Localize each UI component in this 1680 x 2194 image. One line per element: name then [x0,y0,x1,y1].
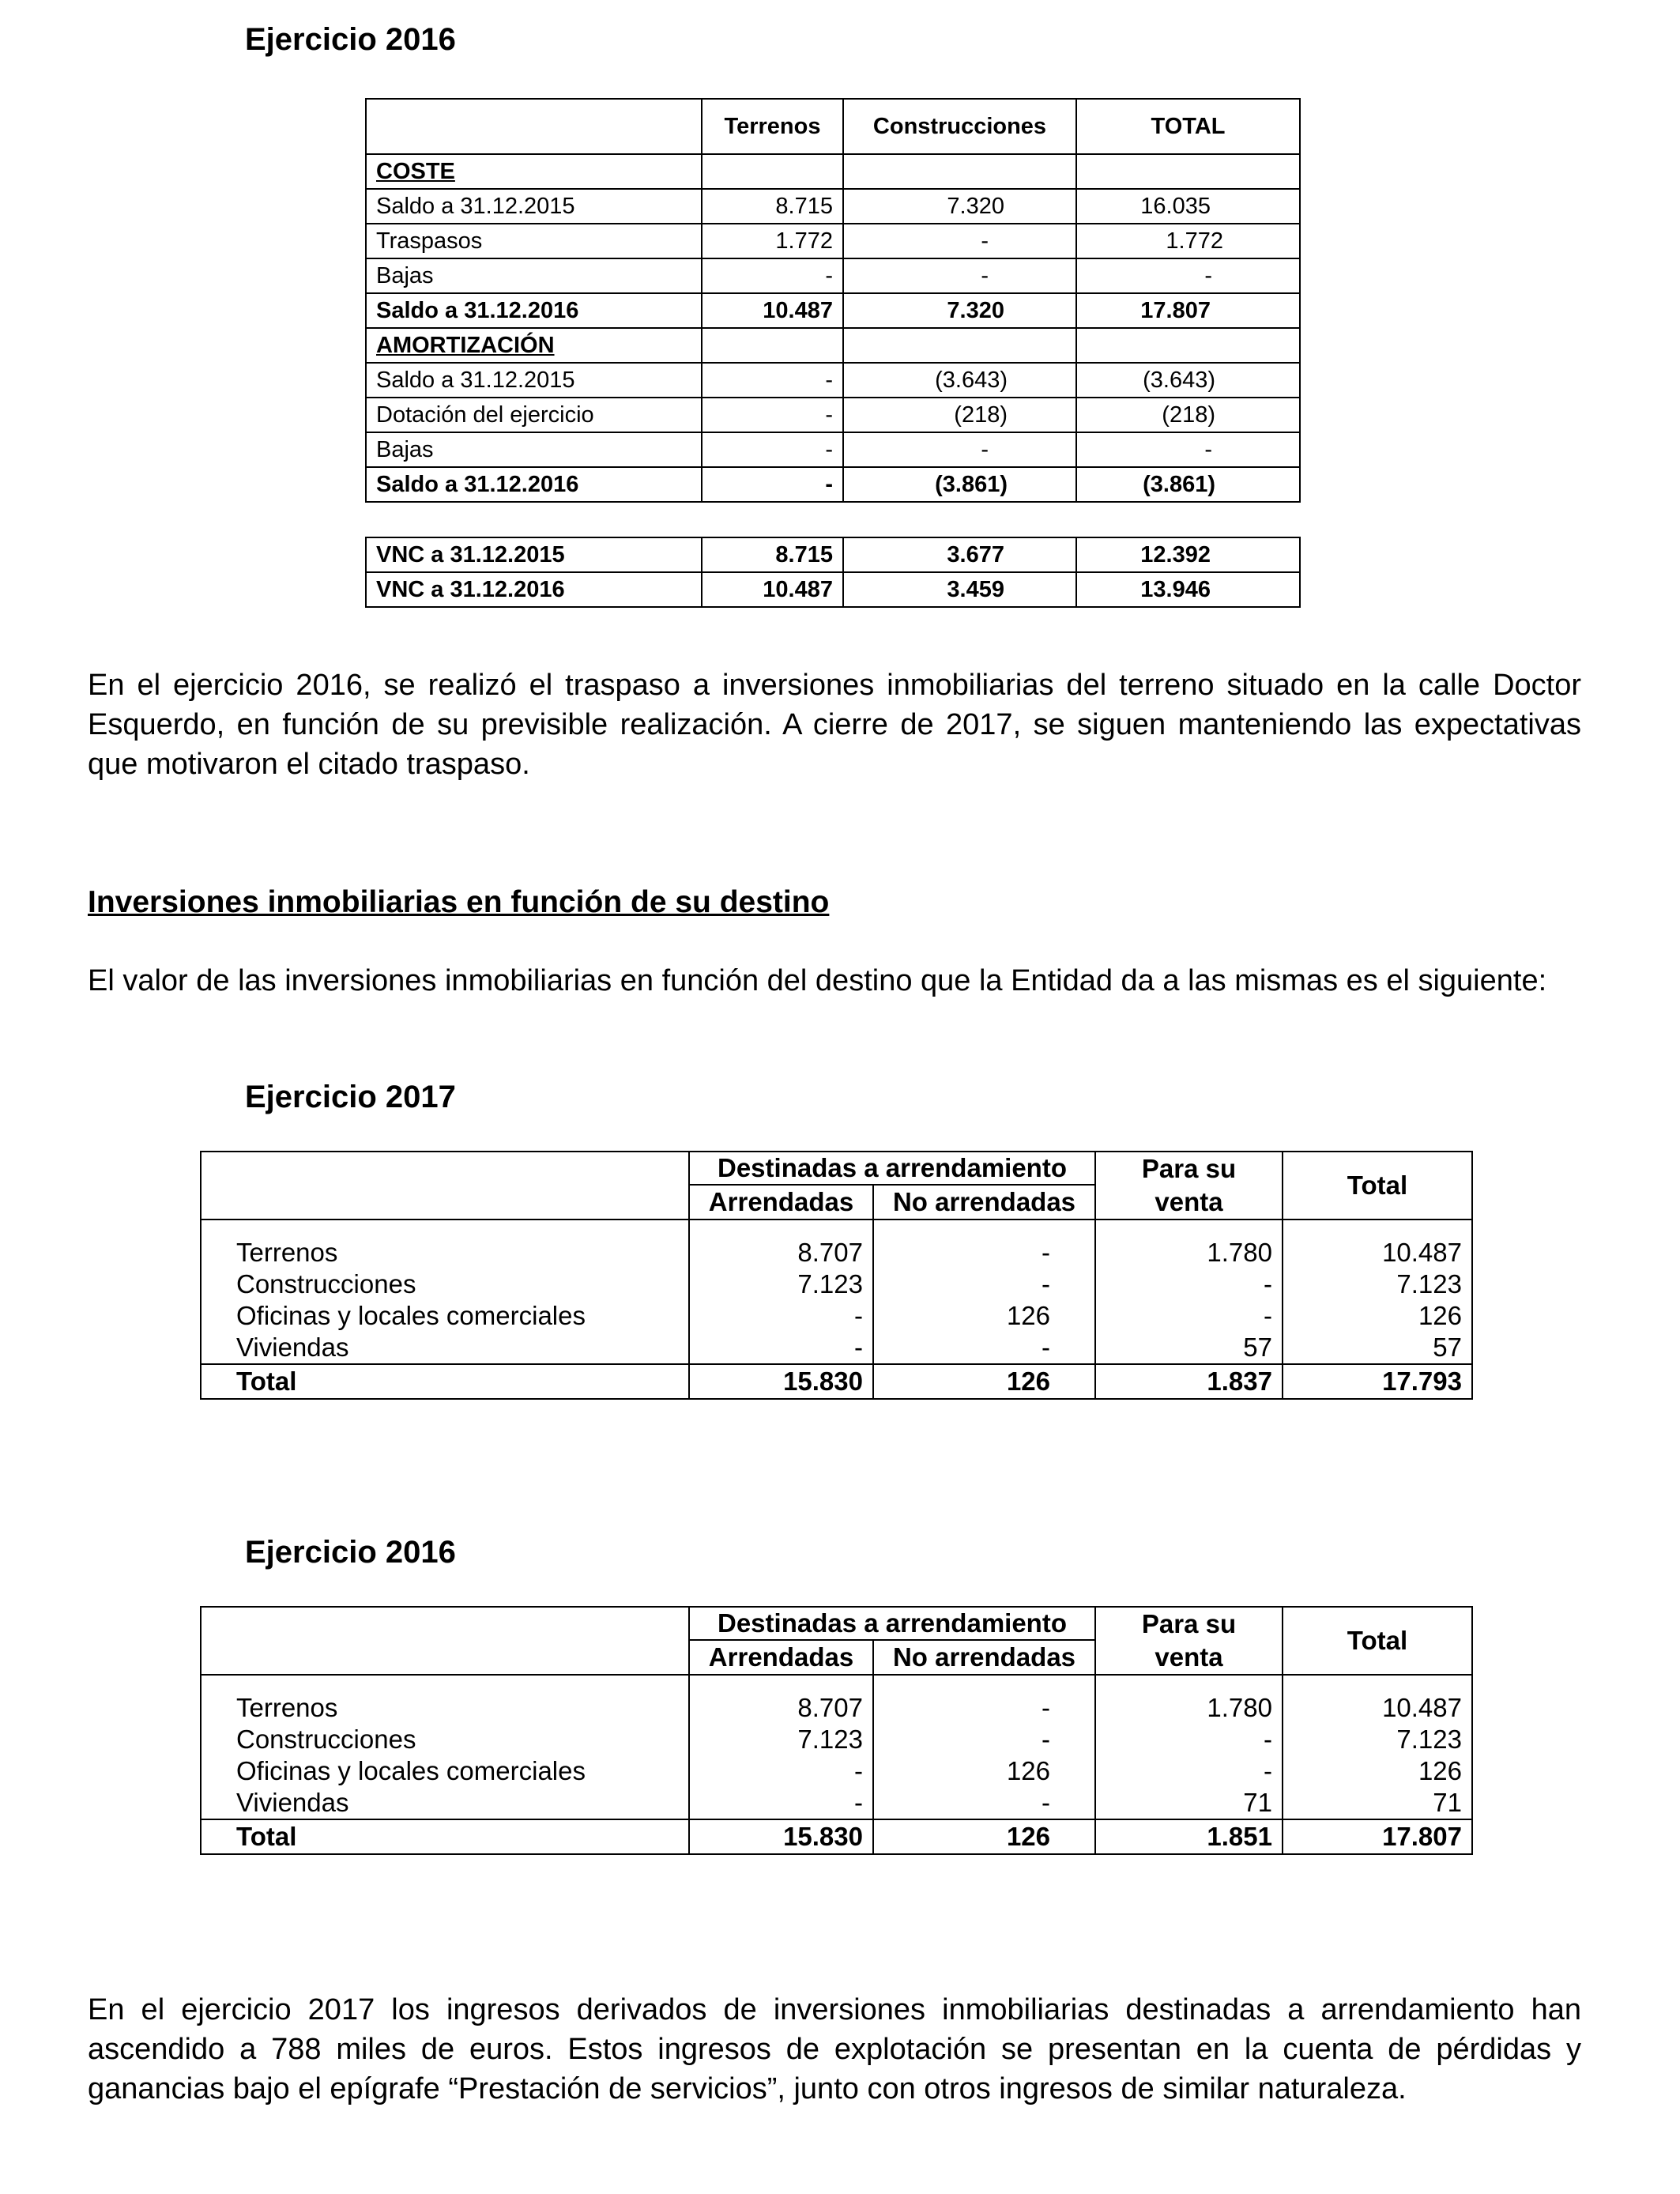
vnc-row [366,572,1300,607]
cell-venta: 1.780 [1095,1220,1283,1269]
cell-no-arrendadas: - [873,1269,1095,1300]
total-total: 17.793 [1283,1364,1472,1399]
cell-terrenos: 10.487 [702,572,843,607]
cell-terrenos: - [702,432,843,467]
cell-venta: - [1095,1755,1283,1787]
paragraph-intro-destino: El valor de las inversiones inmobiliarias en función del destino que la Entidad da a las mismas es el siguiente: [88,964,1547,997]
header-para-su: Para su [1095,1607,1283,1640]
coste-label: COSTE [366,154,702,189]
total-arrendadas: 15.830 [689,1364,873,1399]
table-row [366,258,1300,293]
cell-total: 12.392 [1076,537,1300,572]
cell-total: 7.123 [1283,1269,1472,1300]
cell-terrenos: - [702,363,843,398]
cell-construcciones: (218) [843,398,1076,432]
cell-total: (3.861) [1076,467,1300,502]
cell-total: 13.946 [1076,572,1300,607]
destino-table-2017 [200,1151,1473,1400]
row-label: Oficinas y locales comerciales [201,1755,689,1787]
cell-arrendadas: 7.123 [689,1269,873,1300]
cell-total: (218) [1076,398,1300,432]
header-blank [201,1152,689,1220]
total-no-arrendadas: 126 [873,1819,1095,1854]
table-row [366,398,1300,432]
row-label: Construcciones [201,1724,689,1755]
cell-venta: 71 [1095,1787,1283,1819]
section-title: Inversiones inmobiliarias en función de su destino [88,885,830,919]
cell-terrenos: 8.715 [702,189,843,224]
cell-arrendadas: - [689,1332,873,1364]
cell-arrendadas: 8.707 [689,1220,873,1269]
row-label: VNC a 31.12.2015 [366,537,702,572]
header-total: Total [1283,1152,1472,1220]
cell-venta: - [1095,1300,1283,1332]
table-row [366,467,1300,502]
cell-terrenos: - [702,398,843,432]
header-total: TOTAL [1076,99,1300,154]
cell-arrendadas: 8.707 [689,1675,873,1724]
paragraph-ingresos: En el ejercicio 2017 los ingresos derivados de inversiones inmobiliarias destinadas a arrendamiento han ascendido a 788 miles de euros. Estos ingresos de explotación se presentan en la cuenta de pérdidas y ganancias bajo el epígrafe “Prestación de servicios”, junto con otros ingresos de similar naturaleza. [88,1993,1581,2105]
row-label: Saldo a 31.12.2016 [366,293,702,328]
cell-arrendadas: - [689,1300,873,1332]
vnc-row [366,537,1300,572]
cell-no-arrendadas: 126 [873,1300,1095,1332]
header-blank [201,1607,689,1675]
cell-arrendadas: - [689,1755,873,1787]
row-label: Saldo a 31.12.2015 [366,189,702,224]
cell-terrenos: 1.772 [702,224,843,258]
paragraph-traspaso: En el ejercicio 2016, se realizó el traspaso a inversiones inmobiliarias del terreno situado en la calle Doctor Esquerdo, en función de su previsible realización. A cierre de 2017, se siguen manteniendo las expectativas que motivaron el citado traspaso. [88,669,1581,781]
header-destinadas: Destinadas a arrendamiento [689,1152,1095,1185]
cell-arrendadas: - [689,1787,873,1819]
total-no-arrendadas: 126 [873,1364,1095,1399]
header-construcciones: Construcciones [843,99,1076,154]
amortizacion-label: AMORTIZACIÓN [366,328,702,363]
header-terrenos: Terrenos [702,99,843,154]
cell-venta: 1.780 [1095,1675,1283,1724]
row-label: Saldo a 31.12.2015 [366,363,702,398]
table-row [366,432,1300,467]
header-no-arrendadas: No arrendadas [873,1640,1095,1675]
header-arrendadas: Arrendadas [689,1640,873,1675]
destino-table-2016 [200,1606,1473,1855]
cell-total: - [1076,432,1300,467]
heading-ejercicio-2016: Ejercicio 2016 [245,22,456,57]
table-row [366,293,1300,328]
row-label: Dotación del ejercicio [366,398,702,432]
cell-total: 16.035 [1076,189,1300,224]
header-total: Total [1283,1607,1472,1675]
row-label: Construcciones [201,1269,689,1300]
header-venta: venta [1095,1640,1283,1675]
total-row [201,1819,1472,1854]
total-arrendadas: 15.830 [689,1819,873,1854]
header-destinadas: Destinadas a arrendamiento [689,1607,1095,1640]
cell-no-arrendadas: - [873,1724,1095,1755]
header-venta: venta [1095,1185,1283,1220]
row-label: Viviendas [201,1332,689,1364]
cell-construcciones: - [843,432,1076,467]
header-no-arrendadas: No arrendadas [873,1185,1095,1220]
cell-total: (3.643) [1076,363,1300,398]
cell-venta: - [1095,1269,1283,1300]
coste-section-row [366,154,1300,189]
total-venta: 1.837 [1095,1364,1283,1399]
row-label: Oficinas y locales comerciales [201,1300,689,1332]
row-label: Terrenos [201,1675,689,1724]
total-label: Total [201,1364,689,1399]
cell-no-arrendadas: - [873,1787,1095,1819]
row-label: Viviendas [201,1787,689,1819]
cell-total: 57 [1283,1332,1472,1364]
cell-total: 126 [1283,1755,1472,1787]
cell-arrendadas: 7.123 [689,1724,873,1755]
cell-no-arrendadas: 126 [873,1755,1095,1787]
total-total: 17.807 [1283,1819,1472,1854]
cell-construcciones: (3.861) [843,467,1076,502]
cell-construcciones: - [843,258,1076,293]
cell-terrenos: 10.487 [702,293,843,328]
header-para-su: Para su [1095,1152,1283,1185]
cell-construcciones: 7.320 [843,293,1076,328]
cell-venta: 57 [1095,1332,1283,1364]
amortizacion-section-row [366,328,1300,363]
cell-terrenos: 8.715 [702,537,843,572]
row-label: Terrenos [201,1220,689,1269]
cell-total: - [1076,258,1300,293]
header-arrendadas: Arrendadas [689,1185,873,1220]
table-row [366,363,1300,398]
cell-total: 126 [1283,1300,1472,1332]
cell-no-arrendadas: - [873,1220,1095,1269]
row-label: Traspasos [366,224,702,258]
cell-total: 10.487 [1283,1675,1472,1724]
row-label: Saldo a 31.12.2016 [366,467,702,502]
heading-ejercicio-2017: Ejercicio 2017 [245,1080,456,1114]
header-blank [366,99,702,154]
total-row [201,1364,1472,1399]
total-label: Total [201,1819,689,1854]
cell-no-arrendadas: - [873,1332,1095,1364]
total-venta: 1.851 [1095,1819,1283,1854]
movement-table-2016 [365,98,1301,608]
table-row [366,224,1300,258]
cell-total: 1.772 [1076,224,1300,258]
cell-total: 7.123 [1283,1724,1472,1755]
cell-construcciones: 3.459 [843,572,1076,607]
cell-terrenos: - [702,467,843,502]
cell-construcciones: - [843,224,1076,258]
cell-total: 71 [1283,1787,1472,1819]
cell-total: 17.807 [1076,293,1300,328]
cell-terrenos: - [702,258,843,293]
row-label: Bajas [366,258,702,293]
cell-total: 10.487 [1283,1220,1472,1269]
table-header-row [366,99,1300,154]
cell-construcciones: 3.677 [843,537,1076,572]
row-label: VNC a 31.12.2016 [366,572,702,607]
cell-construcciones: (3.643) [843,363,1076,398]
cell-no-arrendadas: - [873,1675,1095,1724]
table-row [366,189,1300,224]
cell-construcciones: 7.320 [843,189,1076,224]
row-label: Bajas [366,432,702,467]
heading-ejercicio-2016-destino: Ejercicio 2016 [245,1535,456,1570]
cell-venta: - [1095,1724,1283,1755]
